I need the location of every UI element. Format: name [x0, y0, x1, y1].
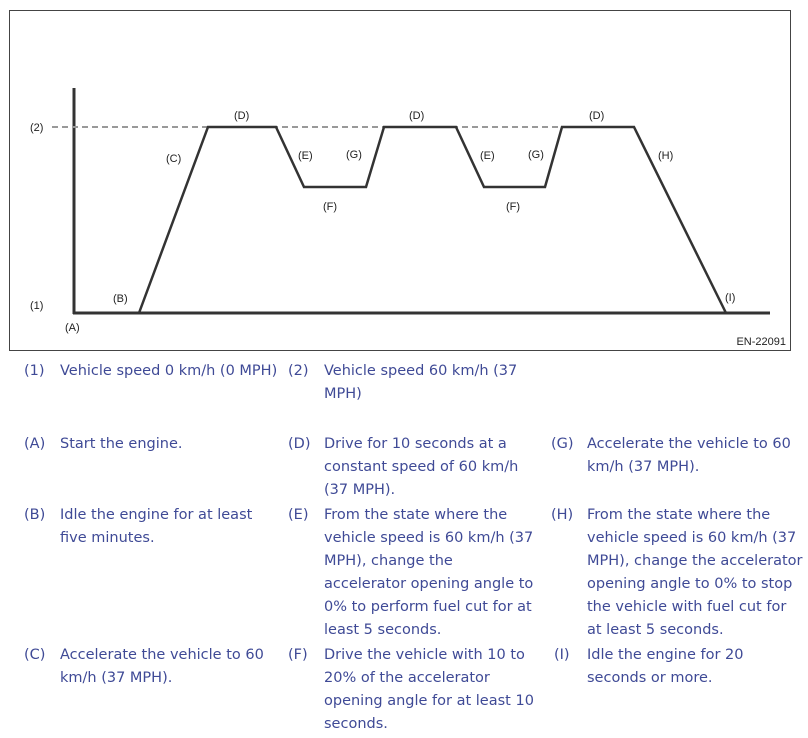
drive-cycle-diagram	[9, 10, 791, 351]
legend-key: (G)	[551, 436, 574, 452]
legend-text: Idle the engine for at least five minutes.	[60, 507, 253, 546]
legend-key: (E)	[288, 507, 309, 523]
label-1: (1)	[30, 300, 44, 312]
legend-text: Vehicle speed 60 km/h (37 MPH)	[324, 363, 518, 402]
legend-text: Drive the vehicle with 10 to 20% of the accelerator opening angle for at least 10 seconds.	[324, 647, 534, 732]
label-H: (H)	[658, 150, 674, 162]
figure-id: EN-22091	[736, 336, 786, 348]
label-G-2: (G)	[528, 149, 544, 161]
label-D-2: (D)	[409, 110, 425, 122]
diagram-svg	[10, 11, 792, 352]
legend-text: Idle the engine for 20 seconds or more.	[587, 647, 744, 686]
label-A: (A)	[65, 322, 80, 334]
label-F-2: (F)	[506, 201, 521, 213]
legend-key: (I)	[554, 647, 570, 663]
label-D-1: (D)	[234, 110, 250, 122]
legend-text: Start the engine.	[60, 436, 183, 452]
label-G-1: (G)	[346, 149, 362, 161]
label-E-2: (E)	[480, 150, 495, 162]
legend-key: (H)	[551, 507, 574, 523]
label-I: (I)	[725, 292, 736, 304]
label-E-1: (E)	[298, 150, 313, 162]
legend-key: (F)	[288, 647, 308, 663]
legend-text: Accelerate the vehicle to 60 km/h (37 MPH).	[60, 647, 264, 686]
legend-key: (C)	[24, 647, 46, 663]
speed-profile-line	[139, 127, 726, 313]
legend-key: (1)	[24, 363, 45, 379]
legend-text: Accelerate the vehicle to 60 km/h (37 MPH).	[587, 436, 791, 475]
legend-text: Vehicle speed 0 km/h (0 MPH)	[60, 363, 278, 379]
label-F-1: (F)	[323, 201, 338, 213]
legend-text: From the state where the vehicle speed is 60 km/h (37 MPH), change the accelerator opening angle to 0% to stop the vehicle with fuel cut for at least 5 seconds.	[587, 507, 803, 638]
legend-text: Drive for 10 seconds at a constant speed of 60 km/h (37 MPH).	[324, 436, 519, 498]
label-2: (2)	[30, 122, 44, 134]
label-D-3: (D)	[589, 110, 605, 122]
legend-text: From the state where the vehicle speed is 60 km/h (37 MPH), change the accelerator opening angle to 0% to perform fuel cut for at least 5 seconds.	[324, 507, 534, 638]
legend-key: (2)	[288, 363, 309, 379]
legend-key: (A)	[24, 436, 46, 452]
label-B: (B)	[113, 293, 128, 305]
legend-key: (D)	[288, 436, 311, 452]
legend-key: (B)	[24, 507, 46, 523]
label-C: (C)	[166, 153, 182, 165]
